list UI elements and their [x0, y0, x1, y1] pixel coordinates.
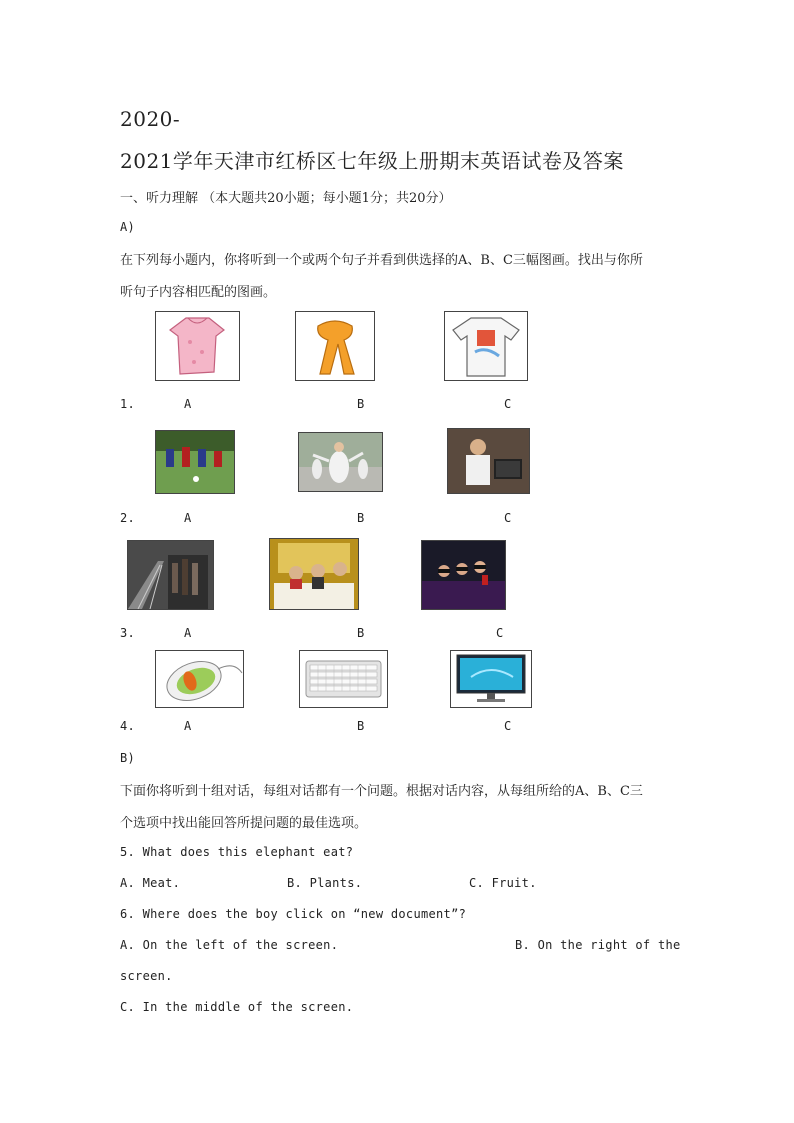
- q6-option-b: B. On the right of the: [515, 938, 681, 952]
- q4-option-c: C: [504, 719, 512, 733]
- q1-tshirt-image: [444, 311, 528, 381]
- part-b-label: B): [120, 751, 136, 765]
- q5-option-a: A. Meat.: [120, 876, 181, 890]
- q3-option-b: B: [357, 626, 365, 640]
- part-a-instruction-2: 听句子内容相匹配的图画。: [120, 285, 277, 300]
- part-b-instruction-2: 个选项中找出能回答所提问题的最佳选项。: [120, 816, 368, 831]
- part-a-label: A): [120, 220, 136, 234]
- q2-football-image: [155, 430, 235, 494]
- q3-option-c: C: [496, 626, 504, 640]
- q4-option-a: A: [184, 719, 192, 733]
- q2-computer-man-image: [447, 428, 530, 494]
- q1-scarf-image: [295, 311, 375, 381]
- q5-option-b: B. Plants.: [287, 876, 363, 890]
- q4-keyboard-image: [299, 650, 388, 708]
- part-b-instruction-1: 下面你将听到十组对话，每组对话都有一个问题。根据对话内容，从每组所给的A、B、C三: [120, 784, 643, 799]
- q1-option-c: C: [504, 397, 512, 411]
- q3-train-station-image: [127, 540, 214, 610]
- q1-option-a: A: [184, 397, 192, 411]
- part-a-instruction-1: 在下列每小题内，你将听到一个或两个句子并看到供选择的A、B、C三幅图画。找出与你所: [120, 253, 643, 268]
- q4-number: 4.: [120, 719, 136, 733]
- q6-option-a: A. On the left of the screen.: [120, 938, 339, 952]
- title-line-1: 2020-: [120, 107, 181, 131]
- q3-option-a: A: [184, 626, 192, 640]
- q2-taichi-image: [298, 432, 383, 492]
- q2-option-c: C: [504, 511, 512, 525]
- q6-option-c: C. In the middle of the screen.: [120, 1000, 354, 1014]
- q6-option-b-continued: screen.: [120, 969, 173, 983]
- q4-option-b: B: [357, 719, 365, 733]
- q1-option-b: B: [357, 397, 365, 411]
- q5-stem: 5. What does this elephant eat?: [120, 845, 354, 859]
- title-line-2: 2021学年天津市红桥区七年级上册期末英语试卷及答案: [120, 149, 624, 173]
- q3-number: 3.: [120, 626, 136, 640]
- q5-option-c: C. Fruit.: [469, 876, 537, 890]
- q2-option-a: A: [184, 511, 192, 525]
- q3-restaurant-image: [269, 538, 359, 610]
- q2-number: 2.: [120, 511, 136, 525]
- q4-monitor-image: [450, 650, 532, 708]
- q4-mouse-image: [155, 650, 244, 708]
- q1-dress-image: [155, 311, 240, 381]
- q6-stem: 6. Where does the boy click on “new document”?: [120, 907, 467, 921]
- q3-cinema-image: [421, 540, 506, 610]
- section-heading: 一、听力理解 （本大题共20小题；每小题1分；共20分）: [120, 191, 452, 206]
- q2-option-b: B: [357, 511, 365, 525]
- q1-number: 1.: [120, 397, 136, 411]
